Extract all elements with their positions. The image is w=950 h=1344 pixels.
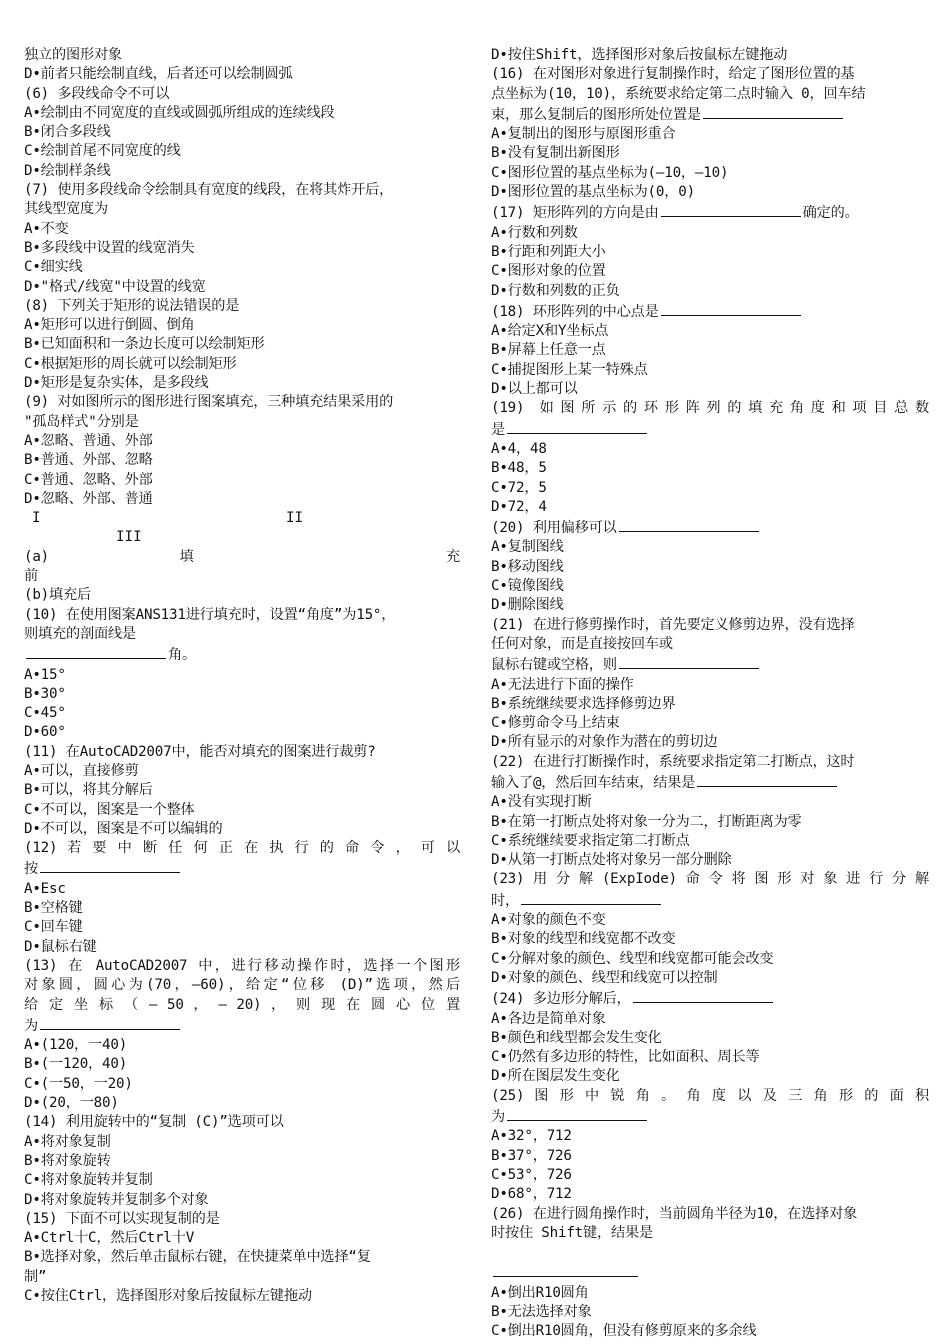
- text-line: C•不可以，图案是一个整体: [24, 801, 195, 818]
- text-line: C•绘制首尾不同宽度的线: [24, 143, 181, 160]
- text-line: (9) 对如图所示的图形进行图案填充，三种填充结果采用的: [24, 394, 394, 411]
- text-line: 独立的图形对象: [24, 47, 122, 63]
- text-line: 是: [491, 419, 929, 440]
- text-line: (13) 在 AutoCAD2007 中，进行移动操作时，选择一个图形: [24, 957, 460, 974]
- text-line: (19) 如图所示的环形阵列的填充角度和项目总数: [491, 400, 929, 417]
- text-line: 为: [24, 1015, 460, 1036]
- text-line: C•细实线: [24, 259, 83, 276]
- text-line: 角。: [24, 644, 460, 665]
- text-line: 任何对象，而是直接按回车或: [491, 635, 673, 652]
- text-line: D•忽略、外部、普通: [24, 490, 153, 507]
- text-line: D•绘制样条线: [24, 162, 111, 179]
- text-line: C•图形对象的位置: [491, 263, 606, 280]
- text-line: 鼠标右键或空格，则: [491, 654, 929, 675]
- text-line: C•(一50，一20): [24, 1075, 133, 1092]
- text-line: A•没有实现打断: [491, 794, 592, 811]
- figure-label: II: [286, 510, 304, 527]
- text-line: (14) 利用旋转中的“复制 (C)”选项可以: [24, 1114, 284, 1131]
- text-line: (18) 环形阵列的中心点是: [491, 301, 929, 322]
- text-line: A•无法进行下面的操作: [491, 676, 634, 693]
- text-line: B•空格键: [24, 900, 83, 917]
- text-line: A•将对象复制: [24, 1133, 111, 1150]
- text-line: D•将对象旋转并复制多个对象: [24, 1191, 209, 1208]
- text-line: 前: [24, 568, 38, 585]
- text-line: (22) 在进行打断操作时，系统要求指定第二打断点，这时: [491, 753, 855, 770]
- text-line: D•60°: [24, 724, 66, 741]
- text-line: B•无法选择对象: [491, 1304, 592, 1320]
- text-line: (17) 矩形阵列的方向是由 确定的。: [491, 202, 929, 223]
- text-line: B•可以，将其分解后: [24, 782, 153, 799]
- text-line: (20) 利用偏移可以: [491, 517, 929, 538]
- text-line: 制”: [24, 1268, 47, 1285]
- text-line: B•37°，726: [491, 1147, 572, 1164]
- answer-blank: [633, 988, 773, 1003]
- text-line: D•行数和列数的正负: [491, 282, 620, 299]
- text-line: A•绘制由不同宽度的直线或圆弧所组成的连续线段: [24, 104, 335, 121]
- text-line: A•4，48: [491, 440, 547, 457]
- text-line: C•捕捉图形上某一特殊点: [491, 361, 648, 378]
- text-line: B•系统继续要求选择修剪边界: [491, 695, 676, 712]
- text-line: D•以上都可以: [491, 381, 578, 398]
- text-line: (8) 下列关于矩形的说法错误的是: [24, 297, 240, 314]
- answer-blank: [40, 858, 180, 873]
- text-line: B•多段线中设置的线宽消失: [24, 239, 195, 256]
- text-line: (21) 在进行修剪操作时，首先要定义修剪边界，没有选择: [491, 616, 855, 633]
- text-line: C•系统继续要求指定第二打断点: [491, 832, 690, 849]
- text-line: [491, 1243, 929, 1262]
- text-line: D•按住Shift，选择图形对象后按鼠标左键拖动: [491, 47, 788, 63]
- text-line: D•"格式/线宽"中设置的线宽: [24, 278, 206, 295]
- text-line: (25) 图 形 中 锐 角 。 角 度 以 及 三 角 形 的 面 积: [491, 1087, 929, 1104]
- text-line: 为: [491, 1106, 929, 1127]
- text-line: B•30°: [24, 685, 66, 702]
- answer-blank: [661, 202, 801, 217]
- text-line: 对象圆，圆心为(70，—60)，给定“位移 (D)”选项，然后: [24, 977, 460, 994]
- text-line: B•在第一打断点处将对象一分为二，打断距离为零: [491, 813, 802, 830]
- text-line: A•复制出的图形与原图形重合: [491, 126, 676, 143]
- text-line: C•图形位置的基点坐标为(—10，—10): [491, 164, 729, 181]
- text-line: B•行距和列距大小: [491, 243, 606, 260]
- text-line: (6) 多段线命令不可以: [24, 85, 170, 102]
- text-line: B•对象的线型和线宽都不改变: [491, 931, 676, 948]
- text-line: A•给定X和Y坐标点: [491, 323, 609, 340]
- text-line: 时按住 Shift键，结果是: [491, 1224, 653, 1241]
- text-line: D•从第一打断点处将对象另一部分删除: [491, 852, 732, 869]
- text-line: B•(一120，40): [24, 1056, 128, 1073]
- text-line: C•53°，726: [491, 1166, 572, 1183]
- answer-blank: [619, 654, 759, 669]
- answer-blank: [507, 1106, 647, 1121]
- text-line: D•所有显示的对象作为潜在的剪切边: [491, 734, 718, 751]
- answer-blank: [507, 419, 647, 434]
- text-line: B•已知面积和一条边长度可以绘制矩形: [24, 336, 265, 353]
- text-line: D•前者只能绘制直线，后者还可以绘制圆弧: [24, 66, 293, 83]
- text-line: C•45°: [24, 705, 66, 722]
- text-line: D•(20，一80): [24, 1095, 119, 1112]
- text-line: C•普通、忽略、外部: [24, 471, 153, 488]
- answer-blank: [619, 517, 759, 532]
- text-line: (26) 在进行圆角操作时，当前圆角半径为10，在选择对象: [491, 1205, 858, 1222]
- text-line: "孤岛样式"分别是: [24, 413, 139, 430]
- text-line: C•仍然有多边形的特性，比如面积、周长等: [491, 1049, 760, 1066]
- text-line: B•48，5: [491, 460, 547, 477]
- right-column: [491, 46, 929, 1342]
- text-line: A•(120，一40): [24, 1037, 128, 1054]
- text-line: C•分解对象的颜色、线型和线宽都可能会改变: [491, 950, 774, 967]
- text-line: 点坐标为(10，10)，系统要求给定第二点时输入 0，回车结: [491, 85, 866, 102]
- text-line: 则填充的剖面线是: [24, 625, 136, 642]
- answer-blank: [26, 644, 166, 659]
- text-line: 输入了@，然后回车结束，结果是: [491, 772, 929, 793]
- text-line: [491, 1262, 929, 1283]
- text-line: (12) 若 要 中 断 任 何 正 在 执 行 的 命 令 ， 可 以: [24, 840, 460, 857]
- text-line: (23) 用 分 解 (ExpIode) 命 令 将 图 形 对 象 进 行 分 解: [491, 871, 929, 888]
- text-line: B•选择对象，然后单击鼠标右键，在快捷菜单中选择“复: [24, 1249, 371, 1266]
- text-line: A•可以，直接修剪: [24, 762, 139, 779]
- figure-label: III: [116, 529, 142, 546]
- text-line: A•对象的颜色不变: [491, 912, 606, 929]
- text-line: A•倒出R10圆角: [491, 1284, 589, 1301]
- text-line: C•修剪命令马上结束: [491, 715, 620, 732]
- text-line: A•各边是简单对象: [491, 1010, 606, 1027]
- text-line: 束，那么复制后的图形所处位置是: [491, 104, 929, 125]
- text-line: A•忽略、普通、外部: [24, 432, 153, 449]
- text-line: D•所在图层发生变化: [491, 1068, 620, 1085]
- answer-blank: [697, 772, 837, 787]
- answer-blank: [521, 890, 661, 905]
- text-line: (10) 在使用图案ANS131进行填充时，设置“角度”为15°，: [24, 606, 396, 623]
- text-line: 时，: [491, 890, 929, 911]
- text-line: 给 定 坐 标 （ — 50 ， — 20) ， 则 现 在 圆 心 位 置: [24, 996, 460, 1013]
- text-line: A•矩形可以进行倒圆、倒角: [24, 317, 195, 334]
- text-line: B•没有复制出新图形: [491, 145, 620, 162]
- text-line: A•不变: [24, 220, 69, 237]
- text-line: (7) 使用多段线命令绘制具有宽度的线段，在将其炸开后，: [24, 182, 394, 199]
- text-line: D•对象的颜色、线型和线宽可以控制: [491, 969, 718, 986]
- text-line: A•32°，712: [491, 1128, 572, 1145]
- text-line: (16) 在对图形对象进行复制操作时，给定了图形位置的基: [491, 66, 855, 83]
- text-line: B•屏幕上任意一点: [491, 342, 606, 359]
- text-line: B•移动图线: [491, 558, 564, 575]
- text-line: C•镜像图线: [491, 578, 564, 595]
- text-line: D•68°，712: [491, 1186, 572, 1203]
- text-line: D•鼠标右键: [24, 938, 97, 955]
- text-line: A•Ctrl十C，然后Ctrl十V: [24, 1230, 195, 1247]
- text-line: A•15°: [24, 666, 66, 683]
- left-column: [24, 46, 460, 1306]
- text-line: A•Esc: [24, 880, 66, 897]
- text-line: A•行数和列数: [491, 224, 578, 241]
- answer-blank: [493, 1262, 638, 1277]
- figure-label: I: [32, 510, 41, 527]
- text-line: D•图形位置的基点坐标为(0，0): [491, 184, 695, 201]
- figure-labels: [24, 509, 460, 528]
- text-line: C•将对象旋转并复制: [24, 1172, 153, 1189]
- text-line: C•72，5: [491, 479, 547, 496]
- answer-blank: [661, 301, 801, 316]
- text-line: D•矩形是复杂实体，是多段线: [24, 375, 209, 392]
- text-line: (15) 下面不可以实现复制的是: [24, 1210, 220, 1227]
- text-line: C•回车键: [24, 919, 83, 936]
- text-line: B•将对象旋转: [24, 1152, 111, 1169]
- text-line: (b)填充后: [24, 587, 91, 604]
- text-line: A•复制图线: [491, 539, 564, 556]
- answer-blank: [40, 1015, 180, 1030]
- text-line: B•普通、外部、忽略: [24, 452, 153, 469]
- text-line: C•按住Ctrl，选择图形对象后按鼠标左键拖动: [24, 1288, 312, 1304]
- text-line: C•倒出R10圆角，但没有修剪原来的多余线: [491, 1323, 757, 1340]
- text-line: (a) 填 充: [24, 548, 460, 565]
- answer-blank: [703, 104, 843, 119]
- figure-labels: [24, 528, 460, 547]
- text-line: (11) 在AutoCAD2007中，能否对填充的图案进行裁剪?: [24, 743, 376, 760]
- text-line: 按: [24, 858, 460, 879]
- text-line: (24) 多边形分解后，: [491, 988, 929, 1009]
- text-line: D•不可以，图案是不可以编辑的: [24, 820, 223, 837]
- text-line: 其线型宽度为: [24, 201, 108, 218]
- text-line: C•根据矩形的周长就可以绘制矩形: [24, 355, 237, 372]
- text-line: B•闭合多段线: [24, 124, 111, 141]
- text-line: D•删除图线: [491, 597, 564, 614]
- text-line: B•颜色和线型都会发生变化: [491, 1029, 662, 1046]
- text-line: D•72，4: [491, 498, 547, 515]
